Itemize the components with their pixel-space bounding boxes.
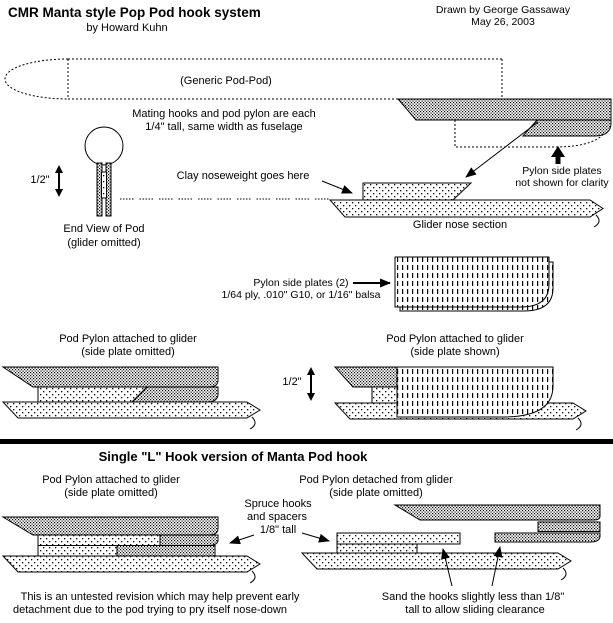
glider-nose-label: Glider nose section xyxy=(412,219,508,231)
side-plates-note-line2: not shown for clarity xyxy=(515,177,609,189)
spruce-note-line1: Spruce hooks xyxy=(244,498,312,510)
side-plate-installed xyxy=(397,367,553,417)
untested-note-line1: This is an untested revision which may help prevent early xyxy=(20,591,300,603)
clay-note-label: Clay noseweight goes here xyxy=(176,170,310,182)
lhook-right-title1: Pod Pylon detached from glider xyxy=(299,474,453,486)
glider-pylon-top xyxy=(363,183,471,200)
untested-note-line2: detachment due to the pod trying to pry itself nose-down xyxy=(13,604,287,616)
sand-note-line2: tall to allow sliding clearance xyxy=(405,604,545,616)
glider-fuselage-mid-left xyxy=(3,402,260,418)
mating-note-line1: Mating hooks and pod pylon are each xyxy=(132,108,316,120)
attach-left-title1: Pod Pylon attached to glider xyxy=(59,333,197,345)
plates-note-line1: Pylon side plates (2) xyxy=(253,277,349,289)
spruce-arrow-left xyxy=(230,535,254,543)
attach-right-title1: Pod Pylon attached to glider xyxy=(386,333,524,345)
sand-note-line1: Sand the hooks slightly less than 1/8" xyxy=(381,591,565,603)
glider-hook-ledge xyxy=(337,533,460,544)
credit-line1: Drawn by George Gassaway xyxy=(435,4,571,16)
spruce-arrow-right xyxy=(302,533,329,541)
section-divider xyxy=(0,439,613,444)
fuselage-squiggle-mid-left xyxy=(250,417,255,429)
generic-pod-label: (Generic Pod-Pod) xyxy=(180,75,272,87)
lhook-left-title1: Pod Pylon attached to glider xyxy=(42,474,180,486)
pod-tube-circle xyxy=(85,127,123,165)
side-plates-note-line1: Pylon side plates xyxy=(522,165,602,177)
end-view-of-pod xyxy=(85,127,123,216)
credit-line2: May 26, 2003 xyxy=(471,16,535,28)
dimension-half-inch-mid xyxy=(307,367,315,401)
page-title: CMR Manta style Pop Pod hook system xyxy=(8,5,261,20)
spruce-note-line3: 1/8" tall xyxy=(259,524,297,536)
glider-hook-spacer xyxy=(337,544,417,553)
side-plate-shape-front xyxy=(395,257,549,307)
pod-pylon-mid-right xyxy=(335,367,397,387)
glider-pylon-mid-right xyxy=(372,387,397,403)
pod-hook-strip1 xyxy=(160,535,218,546)
pod-pylon-lhook-left xyxy=(3,517,218,535)
pod-hook-strip2 xyxy=(117,546,215,557)
fuselage-break-squiggle xyxy=(594,215,599,227)
pod-pylon-lhook-right xyxy=(395,505,600,520)
attach-right-title2: (side plate shown) xyxy=(410,346,500,358)
pylon-end-view xyxy=(102,172,107,198)
dim-half-mid-label: 1/2" xyxy=(282,376,302,388)
up-arrow-icon xyxy=(551,146,565,164)
mating-note-line2: 1/4" tall, same width as fuselage xyxy=(145,121,303,133)
fuselage-squiggle-lhook-right xyxy=(561,568,566,580)
glider-fuselage-top xyxy=(330,200,603,217)
pod-hook-mid-left xyxy=(132,387,218,402)
plates-note-line2: 1/64 ply, .010" G10, or 1/16" balsa xyxy=(221,289,381,301)
glider-hook-strip2 xyxy=(38,546,117,557)
end-view-label-line2: (glider omitted) xyxy=(67,237,141,249)
pod-pylon-mid-left xyxy=(3,367,218,387)
fuselage-squiggle-mid-right xyxy=(576,418,581,430)
pod-pylon-top xyxy=(398,99,611,120)
glider-fuselage-lhook-right xyxy=(302,553,571,569)
end-view-label-line1: End View of Pod xyxy=(63,223,145,235)
pod-hook-spacer xyxy=(538,522,600,532)
pod-hook-foot xyxy=(495,533,600,542)
glider-hook-strip1 xyxy=(38,535,160,546)
pod-hook-top xyxy=(523,120,611,136)
section-heading: Single "L" Hook version of Manta Pod hook xyxy=(98,449,368,464)
dimension-half-inch-top xyxy=(55,165,63,197)
fuselage-squiggle-lhook-left xyxy=(250,571,255,583)
spruce-note-line2: and spacers xyxy=(247,511,307,523)
attach-left-title2: (side plate omitted) xyxy=(81,346,175,358)
lhook-right-title2: (side plate omitted) xyxy=(329,487,423,499)
glider-fuselage-lhook-left xyxy=(3,556,260,572)
lhook-left-title2: (side plate omitted) xyxy=(64,487,158,499)
clay-note-arrow xyxy=(322,181,352,193)
glider-pylon-mid-left xyxy=(38,387,147,402)
dim-half-top-label: 1/2" xyxy=(30,174,50,186)
byline-text: by Howard Kuhn xyxy=(86,22,168,34)
